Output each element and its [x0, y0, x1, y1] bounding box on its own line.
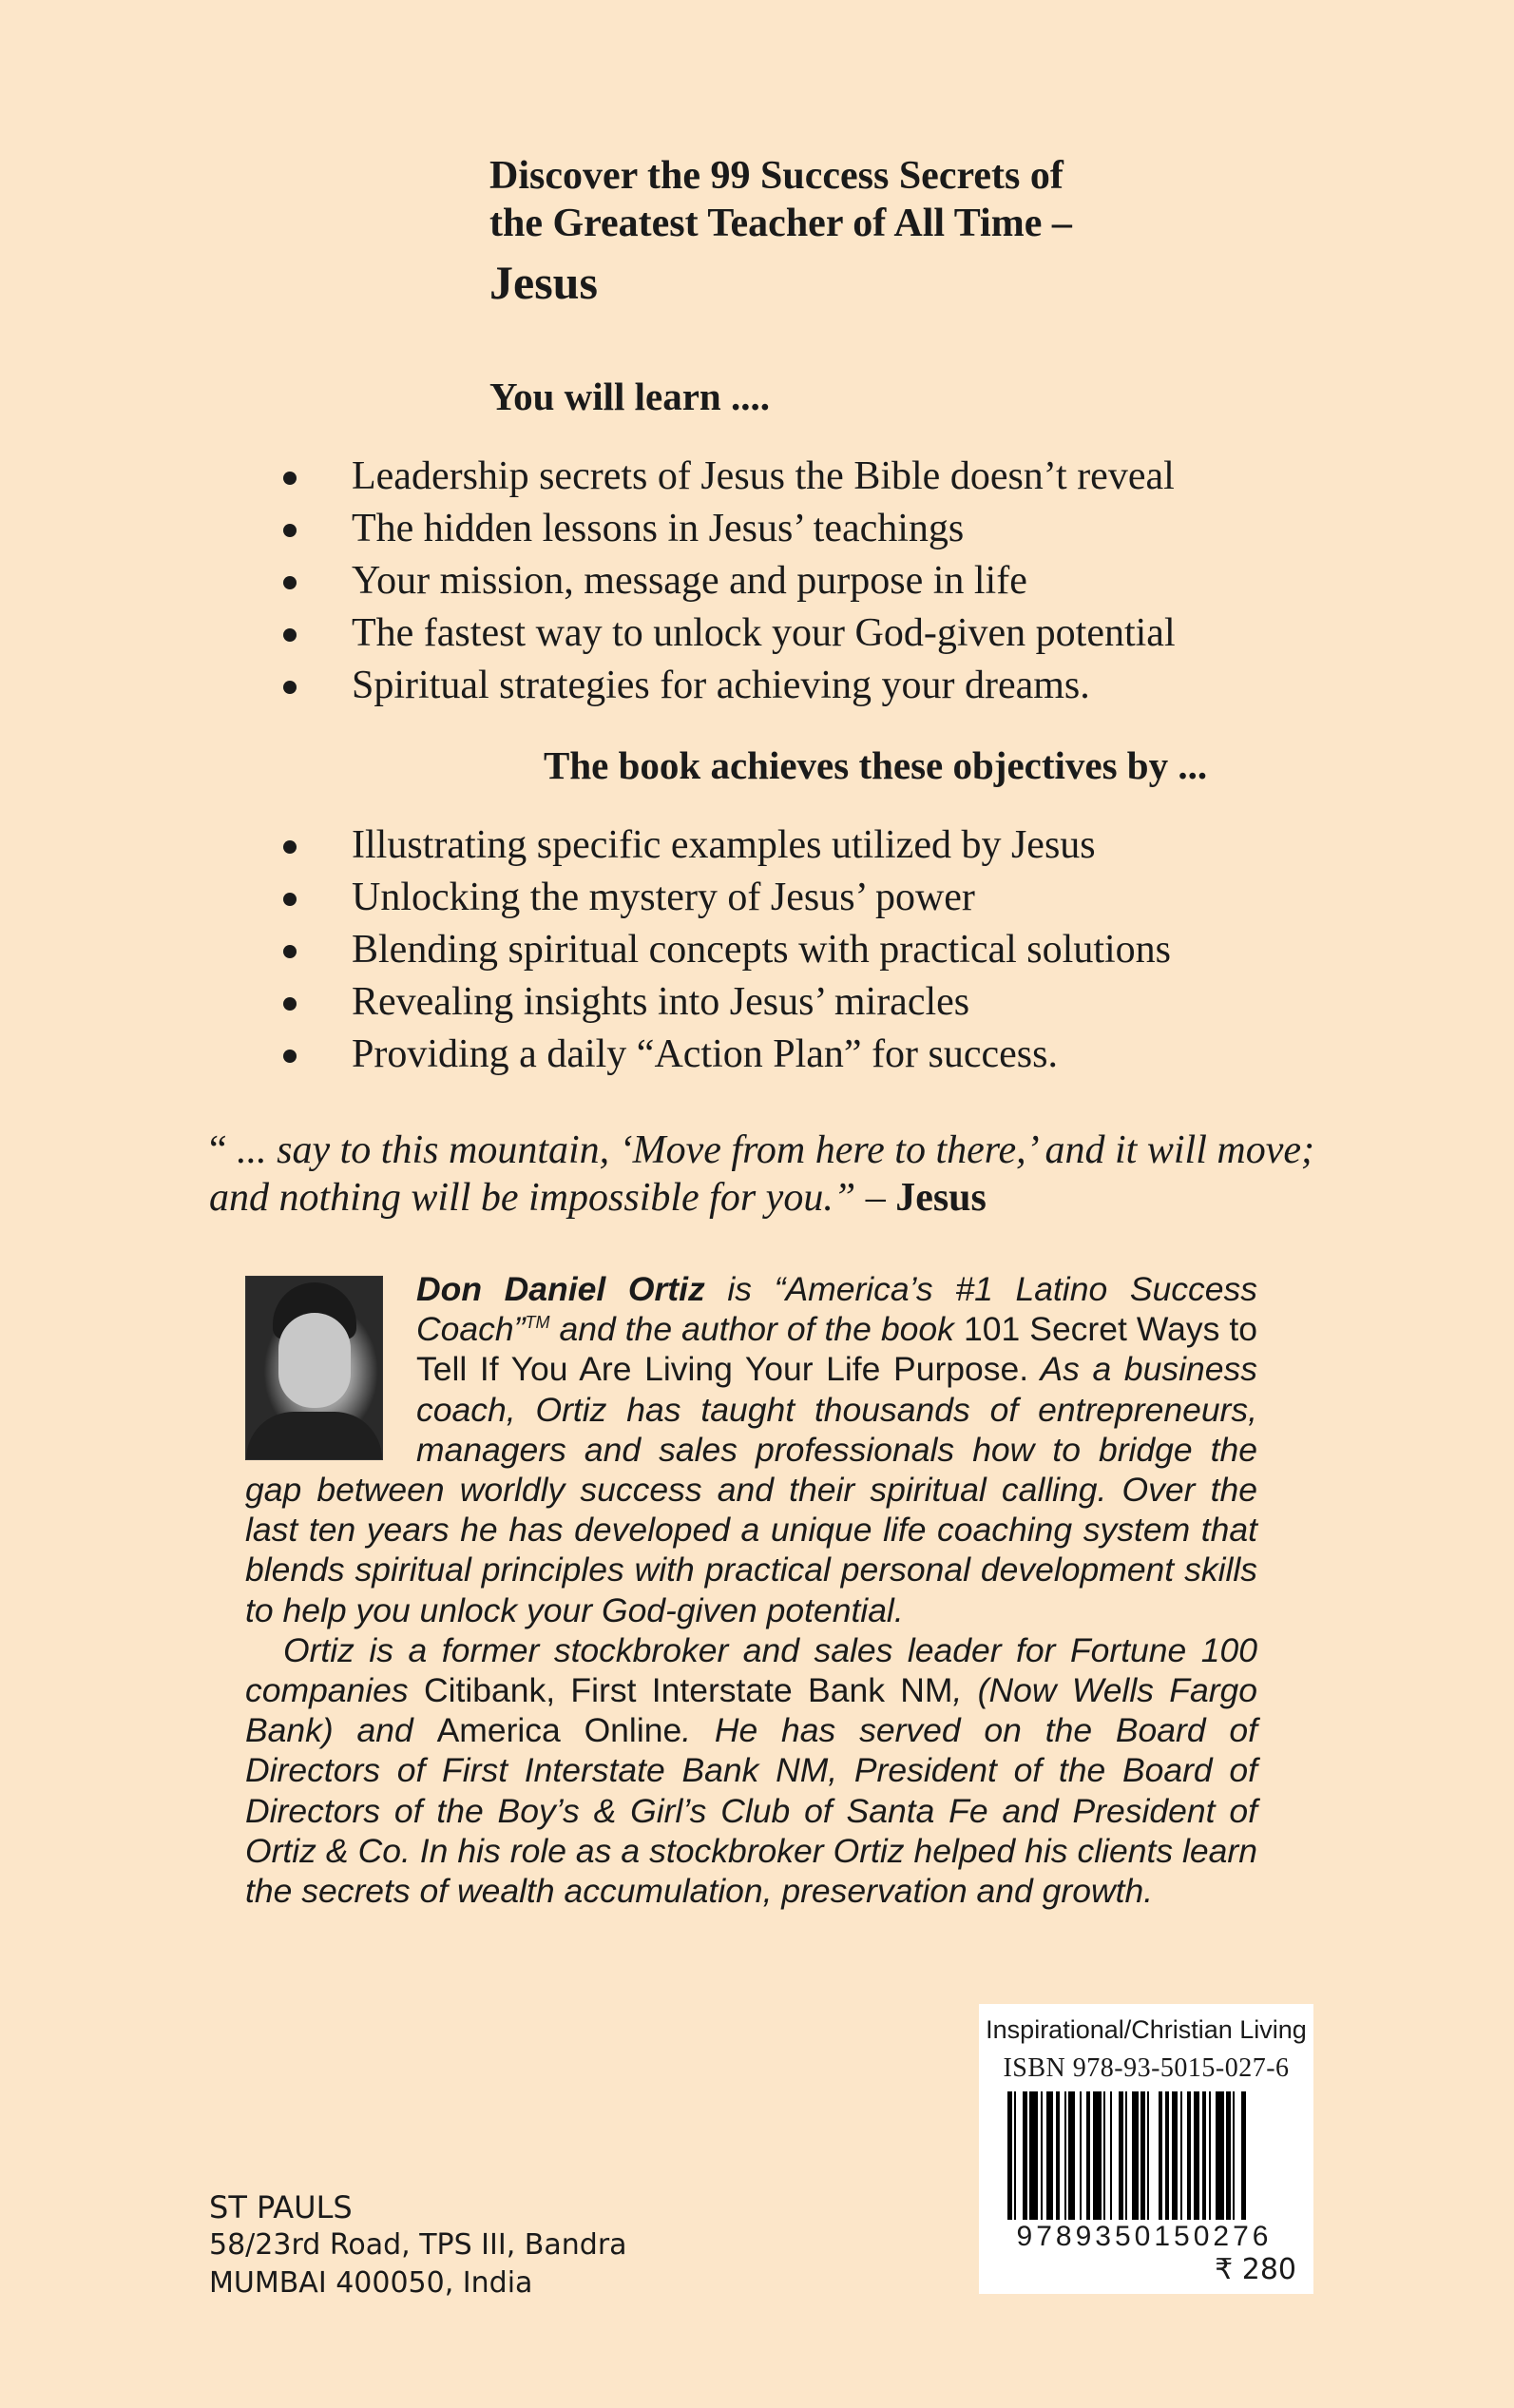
publisher-address-2: MUMBAI 400050, India [209, 2266, 533, 2300]
objectives-title: The book achieves these objectives by ... [544, 743, 1208, 787]
book-title: 101 Secret Ways to Tell If You Are Living Your Life Purpose. [416, 1310, 1258, 1389]
learn-title: You will learn .... [489, 375, 770, 418]
headline [489, 152, 1345, 316]
list-item: The hidden lessons in Jesus’ teachings [276, 503, 1369, 555]
barcode-digits: 9789350150276 [1016, 2221, 1273, 2252]
objectives-list [276, 819, 1369, 1081]
trademark-mark: TM [525, 1313, 550, 1333]
publisher-block [209, 2188, 627, 2302]
headline-line-1: Discover the 99 Success Secrets of [489, 154, 1064, 198]
list-item: Leadership secrets of Jesus the Bible doesn’t reveal [276, 451, 1369, 503]
author-bio [245, 1269, 1257, 1911]
author-name: Don Daniel Ortiz [416, 1270, 705, 1308]
quote-attribution: Jesus [895, 1176, 987, 1220]
bio-paragraph-1: Don Daniel Ortiz is “America’s #1 Latino Success Coach”™ and the author of the book 101 Secret Ways to Tell If You Are Living Your Life Purpose. As a business coach, Ortiz has taught thousands of entrepreneurs, managers and sales professionals how to bridge the gap between worldly success and their spiritual calling. Over the last ten years he has developed a unique life coaching system that blends spiritual principles with practical personal development skills to help you unlock your God-given potential. [245, 1270, 1258, 1629]
bio-paragraph-2: Ortiz is a former stockbroker and sales leader for Fortune 100 companies Citibank, First Interstate Bank NM, (Now Wells Fargo Bank) and America Online. He has served on the Board of Directors of First Interstate Bank NM, President of the Board of Directors of the Boy’s & Girl’s Club of Santa Fe and President of Ortiz & Co. In his role as a stockbroker Ortiz helped his clients learn the secrets of wealth accumulation, preservation and growth. [245, 1630, 1258, 1911]
publisher-name: ST PAULS [209, 2189, 353, 2225]
quote-open-mark: “ [209, 1128, 227, 1172]
barcode-panel [979, 2004, 1313, 2294]
list-item: Illustrating specific examples utilized by Jesus [276, 819, 1369, 872]
isbn-label: ISBN 978-93-5015-027-6 [1003, 2053, 1290, 2083]
jesus-quote [209, 1127, 1340, 1222]
quote-dash: – [855, 1176, 896, 1220]
list-item: Revealing insights into Jesus’ miracles [276, 976, 1369, 1029]
list-item: Unlocking the mystery of Jesus’ power [276, 872, 1369, 924]
headline-jesus: Jesus [489, 256, 598, 309]
headline-line-2: the Greatest Teacher of All Time – [489, 202, 1072, 245]
barcode-icon [1007, 2091, 1293, 2220]
quote-text: ... say to this mountain, ‘Move from here to there,’ and it will move; and nothing will be impossible for you.” [209, 1128, 1314, 1220]
list-item: Your mission, message and purpose in life [276, 555, 1369, 607]
publisher-address-1: 58/23rd Road, TPS III, Bandra [209, 2228, 627, 2262]
list-item: The fastest way to unlock your God-given potential [276, 607, 1369, 660]
list-item: Spiritual strategies for achieving your dreams. [276, 660, 1369, 712]
price-label: ₹ 280 [1215, 2253, 1296, 2286]
list-item: Blending spiritual concepts with practical solutions [276, 924, 1369, 976]
list-item: Providing a daily “Action Plan” for success. [276, 1029, 1369, 1081]
learn-list [276, 451, 1369, 712]
category-label: Inspirational/Christian Living [986, 2015, 1307, 2044]
